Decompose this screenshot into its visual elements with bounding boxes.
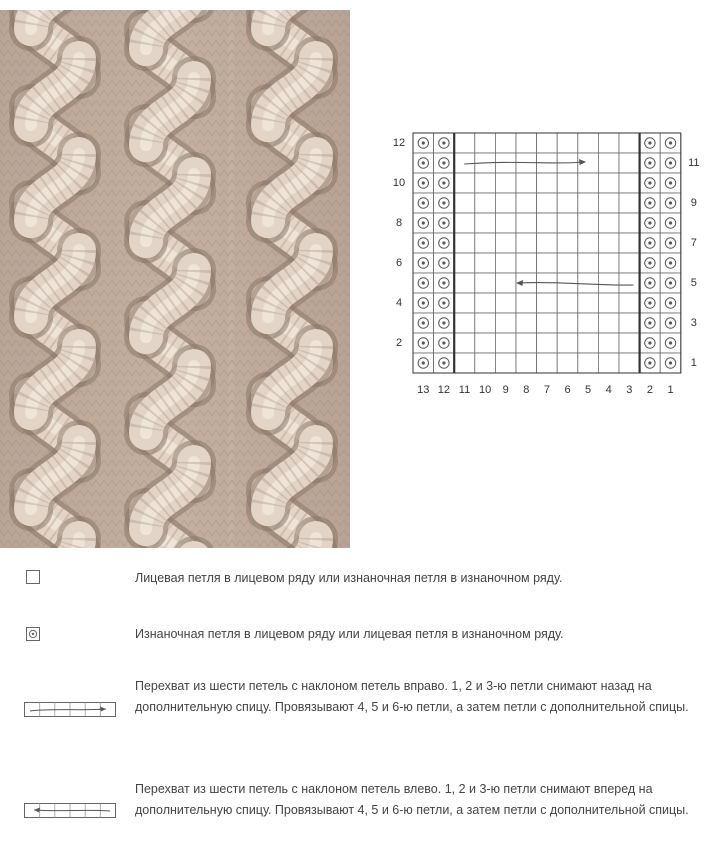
chart-cell [516, 233, 537, 253]
chart-cell [557, 233, 578, 253]
chart-cell [557, 353, 578, 373]
chart-cell [557, 193, 578, 213]
chart-cell [475, 273, 496, 293]
row-label-left: 6 [395, 256, 403, 269]
column-label: 3 [626, 383, 633, 396]
chart-cell [598, 293, 619, 313]
column-label: 1 [667, 383, 674, 396]
chart-cell [495, 173, 516, 193]
column-label: 7 [543, 383, 550, 396]
chart-cell [475, 293, 496, 313]
chart-cell [578, 253, 599, 273]
legend-item-knit [0, 568, 715, 590]
dot-square-icon [26, 627, 40, 641]
cable-column [112, 10, 228, 548]
row-label-right: 5 [690, 276, 697, 289]
chart-cell [516, 253, 537, 273]
chart-cell [516, 293, 537, 313]
chart-cell [578, 353, 599, 373]
chart-cell [537, 233, 558, 253]
chart-cell [557, 213, 578, 233]
row-label-left: 8 [395, 216, 403, 229]
chart-cell [475, 353, 496, 373]
chart-cell [537, 213, 558, 233]
chart-cell [454, 273, 475, 293]
legend-text-cable-left: Перехват из шести петель с наклоном петель влево. 1, 2 и 3-ю петли снимают вперед на дополнительную спицу. Провязывают 4, 5 и 6-ю петли, а затем петли с дополнительной спицы. [135, 782, 689, 817]
chart-cell [516, 133, 537, 153]
chart-cell [495, 333, 516, 353]
chart-cell [598, 173, 619, 193]
chart-cell [454, 293, 475, 313]
chart-cell [598, 193, 619, 213]
chart-cell [557, 133, 578, 153]
chart-cell [537, 293, 558, 313]
cable-left-icon [24, 803, 116, 819]
cable-column [0, 10, 113, 548]
column-label: 9 [502, 383, 509, 396]
chart-cell [537, 333, 558, 353]
chart-cell [516, 193, 537, 213]
column-label: 5 [585, 383, 592, 396]
chart-cell [619, 333, 640, 353]
chart-cell [454, 253, 475, 273]
chart-cell [598, 313, 619, 333]
column-label: 4 [605, 383, 612, 396]
chart-cell [557, 173, 578, 193]
chart-cell [619, 293, 640, 313]
chart-cell [495, 253, 516, 273]
chart-cell [598, 233, 619, 253]
row-label-left: 12 [392, 136, 406, 149]
column-label: 12 [437, 383, 451, 396]
chart-cell [578, 233, 599, 253]
chart-cell [557, 313, 578, 333]
column-label: 11 [458, 383, 471, 396]
chart-cell [495, 353, 516, 373]
column-label: 10 [478, 383, 492, 396]
chart-cell [578, 333, 599, 353]
chart-cell [578, 313, 599, 333]
chart-cell [619, 273, 640, 293]
chart-cell [454, 233, 475, 253]
chart-cell [578, 193, 599, 213]
chart-cell [578, 213, 599, 233]
chart-cell [537, 133, 558, 153]
chart-cell [516, 353, 537, 373]
cable-column [234, 10, 350, 548]
column-label: 13 [417, 383, 430, 396]
chart-cell [537, 173, 558, 193]
chart-cell [578, 273, 599, 293]
chart-cell [619, 253, 640, 273]
chart-cell [578, 173, 599, 193]
chart-cell [598, 153, 619, 173]
chart-cell [619, 173, 640, 193]
chart-cell [578, 133, 599, 153]
chart-cell [475, 313, 496, 333]
chart-cell [495, 133, 516, 153]
row-label-right: 11 [688, 156, 700, 169]
row-label-right: 1 [690, 356, 697, 369]
chart-cell [537, 353, 558, 373]
column-label: 6 [564, 383, 571, 396]
chart-cell [475, 233, 496, 253]
chart-cell [495, 193, 516, 213]
legend-item-purl [0, 624, 715, 646]
legend-text-knit: Лицевая петля в лицевом ряду или изнаночная петля в изнаночном ряду. [135, 571, 563, 585]
chart-cell [454, 353, 475, 373]
knitting-chart [380, 125, 700, 410]
chart-cell [557, 333, 578, 353]
chart-cell [557, 253, 578, 273]
chart-cell [537, 253, 558, 273]
cable-right-icon [24, 702, 116, 718]
row-label-left: 10 [392, 176, 406, 189]
chart-cell [454, 333, 475, 353]
chart-cell [495, 293, 516, 313]
chart-cell [598, 253, 619, 273]
chart-cell [454, 133, 475, 153]
chart-cell [516, 173, 537, 193]
chart-cell [578, 293, 599, 313]
chart-cell [537, 313, 558, 333]
chart-cell [495, 213, 516, 233]
chart-cell [475, 133, 496, 153]
chart-cell [454, 213, 475, 233]
row-label-right: 7 [690, 236, 697, 249]
chart-cell [619, 153, 640, 173]
chart-cell [619, 233, 640, 253]
empty-square-icon [26, 570, 40, 584]
chart-cell [495, 273, 516, 293]
column-label: 2 [646, 383, 653, 396]
chart-cell [516, 333, 537, 353]
chart-cell [619, 133, 640, 153]
legend-text-cable-right: Перехват из шести петель с наклоном петель вправо. 1, 2 и 3-ю петли снимают назад на дополнительную спицу. Провязывают 4, 5 и 6-ю петли, а затем петли с дополнительной спицы. [135, 679, 689, 714]
chart-cell [475, 213, 496, 233]
chart-cell [516, 213, 537, 233]
chart-cell [475, 253, 496, 273]
chart-cell [475, 333, 496, 353]
row-label-right: 9 [690, 196, 697, 209]
chart-cell [598, 133, 619, 153]
legend-text-purl: Изнаночная петля в лицевом ряду или лицевая петля в изнаночном ряду. [135, 627, 564, 641]
chart-cell [537, 193, 558, 213]
chart-cell [475, 193, 496, 213]
chart-cell [619, 193, 640, 213]
chart-cell [619, 313, 640, 333]
chart-cell [495, 233, 516, 253]
chart-cell [619, 353, 640, 373]
chart-cell [454, 193, 475, 213]
row-label-left: 2 [395, 336, 403, 349]
legend-item-cable-right [0, 676, 715, 742]
row-label-left: 4 [395, 296, 403, 309]
cable-knit-photo [0, 10, 350, 548]
chart-cell [516, 313, 537, 333]
chart-cell [475, 173, 496, 193]
chart-cell [598, 353, 619, 373]
column-label: 8 [523, 383, 530, 396]
chart-cell [557, 293, 578, 313]
chart-cell [598, 213, 619, 233]
legend-item-cable-left [0, 779, 715, 845]
chart-cell [454, 173, 475, 193]
row-label-right: 3 [690, 316, 697, 329]
chart-cell [619, 213, 640, 233]
chart-cell [598, 273, 619, 293]
chart-cell [495, 313, 516, 333]
chart-cell [454, 313, 475, 333]
chart-cell [598, 333, 619, 353]
